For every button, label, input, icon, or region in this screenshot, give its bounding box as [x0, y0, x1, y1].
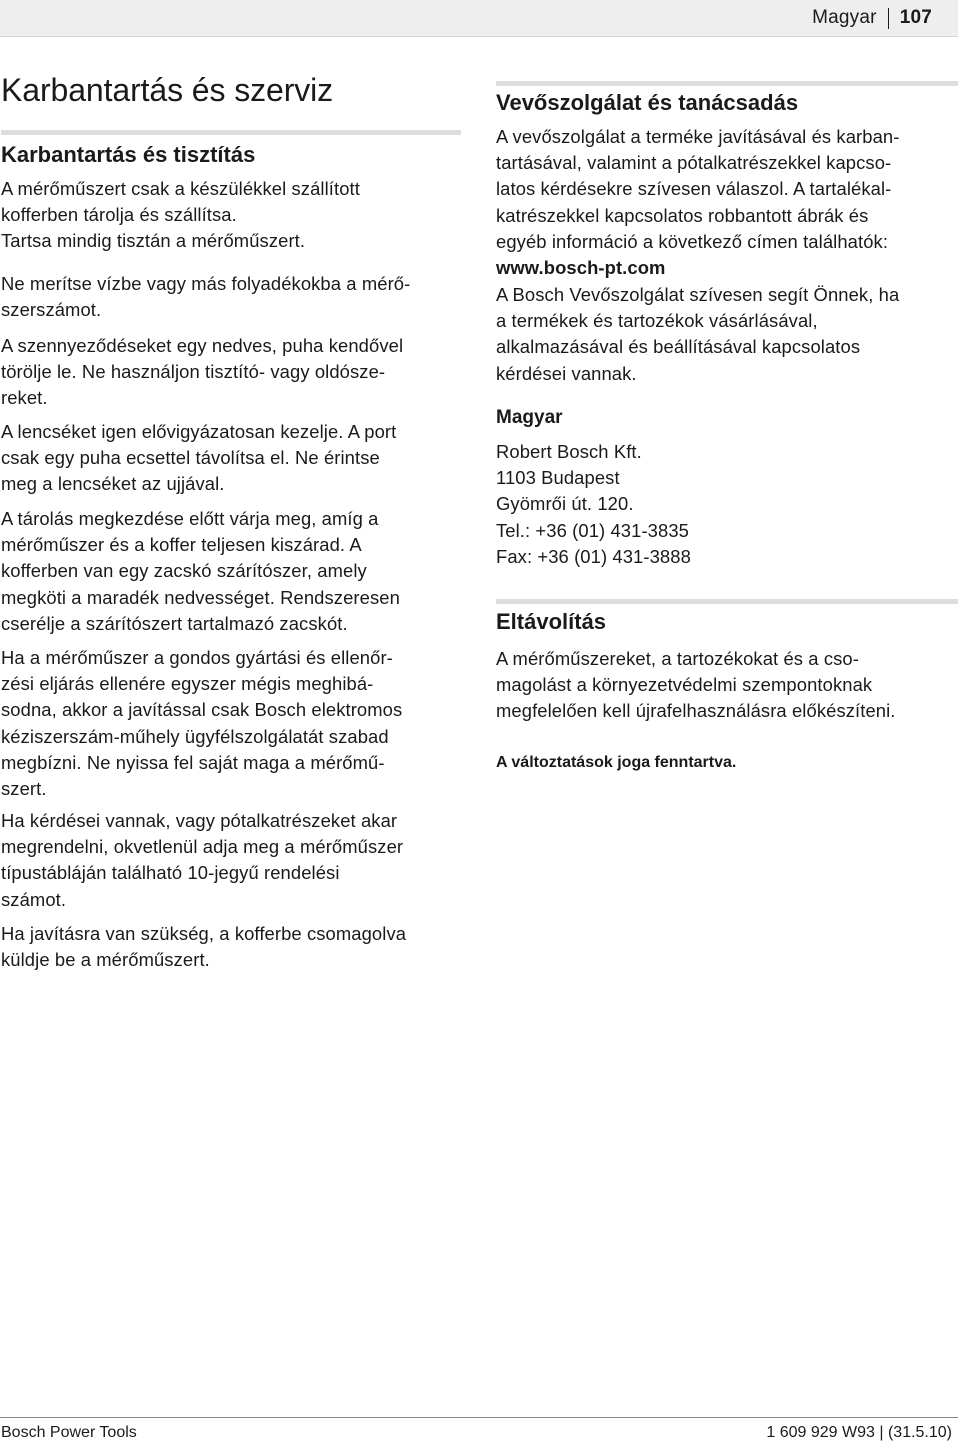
paragraph: A mérőműszert csak a készülékkel szállított kofferben tárolja és szállítsa.	[1, 178, 360, 226]
section-title-maintenance: Karbantartás és tisztítás	[1, 142, 256, 167]
paragraph: Ne merítse vízbe vagy más folyadékokba a mérő- szerszámot.	[1, 273, 411, 321]
address-block: Robert Bosch Kft. 1103 Budapest Gyömrői út. 120. Tel.: +36 (01) 431-3835 Fax: +36 (01) 431-3888	[496, 441, 691, 567]
country-heading: Magyar	[496, 407, 563, 428]
section-rule	[1, 130, 461, 135]
paragraph: A szennyeződéseket egy nedves, puha kendővel törölje le. Ne használjon tisztító- vagy oldósze- reket.	[1, 335, 404, 409]
page-header-bar	[0, 0, 958, 37]
page-footer	[0, 1417, 958, 1444]
header-page-number: 107	[899, 7, 932, 28]
paragraph: A tárolás megkezdése előtt várja meg, amíg a mérőműszer és a koffer teljesen kiszárad. A kofferben van egy zacskó szárítószer, amely megköti a maradék nedvességet. Rendszeresen cserélje a szárítószert tartalmazó zacskót.	[1, 508, 400, 634]
paragraph: A mérőműszereket, a tartozékokat és a cso- magolást a környezetvédelmi szempontoknak megfelelően kell újrafelhasználásra előkészíteni.	[496, 648, 896, 722]
footer-doc-ref: 1 609 929 W93 | (31.5.10)	[766, 1424, 952, 1441]
footer-brand: Bosch Power Tools	[1, 1424, 137, 1441]
paragraph: Tartsa mindig tisztán a mérőműszert.	[1, 230, 306, 251]
section-rule	[496, 81, 958, 86]
main-title: Karbantartás és szerviz	[1, 72, 334, 108]
section-rule	[496, 599, 958, 604]
website-link[interactable]: www.bosch-pt.com	[496, 257, 666, 279]
header-divider	[888, 8, 889, 29]
paragraph: A vevőszolgálat a terméke javításával és karban- tartásával, valamint a pótalkatrészekkel kapcso- latos kérdésekre szívesen válaszol. A tartalékal- katrészekkel kapcsolatos robbantott ábrák és egyéb információ a következő címen találhatók: www.bosch-pt.com	[496, 126, 900, 279]
page-header	[812, 7, 932, 29]
section-title-disposal: Eltávolítás	[496, 609, 607, 634]
paragraph: Ha javításra van szükség, a kofferbe csomagolva küldje be a mérőműszert.	[1, 923, 407, 971]
paragraph: A lencséket igen elővigyázatosan kezelje. A port csak egy puha ecsettel távolítsa el. Ne érintse meg a lencséket az ujjával.	[1, 421, 397, 495]
paragraph: Ha kérdései vannak, vagy pótalkatrészeket akar megrendelni, okvetlenül adja meg a mérőműszer típustábláján található 10-jegyű rendelési számot.	[1, 810, 404, 910]
section-title-service: Vevőszolgálat és tanácsadás	[496, 90, 799, 115]
rights-note: A változtatások joga fenntartva.	[496, 754, 737, 771]
paragraph: A Bosch Vevőszolgálat szívesen segít Önnek, ha a termékek és tartozékok vásárlásával, alkalmazásával és beállításával kapcsolatos kérdései vannak.	[496, 284, 900, 384]
header-language: Magyar	[812, 7, 877, 28]
paragraph: Ha a mérőműszer a gondos gyártási és ellenőr- zési eljárás ellenére egyszer mégis meghibá- sodna, akkor a javítással csak Bosch elektromos kéziszerszám-műhely ügyfélszolgálatát szabad megbízni. Ne nyissa fel saját maga a mérőmű- szert.	[1, 647, 403, 800]
